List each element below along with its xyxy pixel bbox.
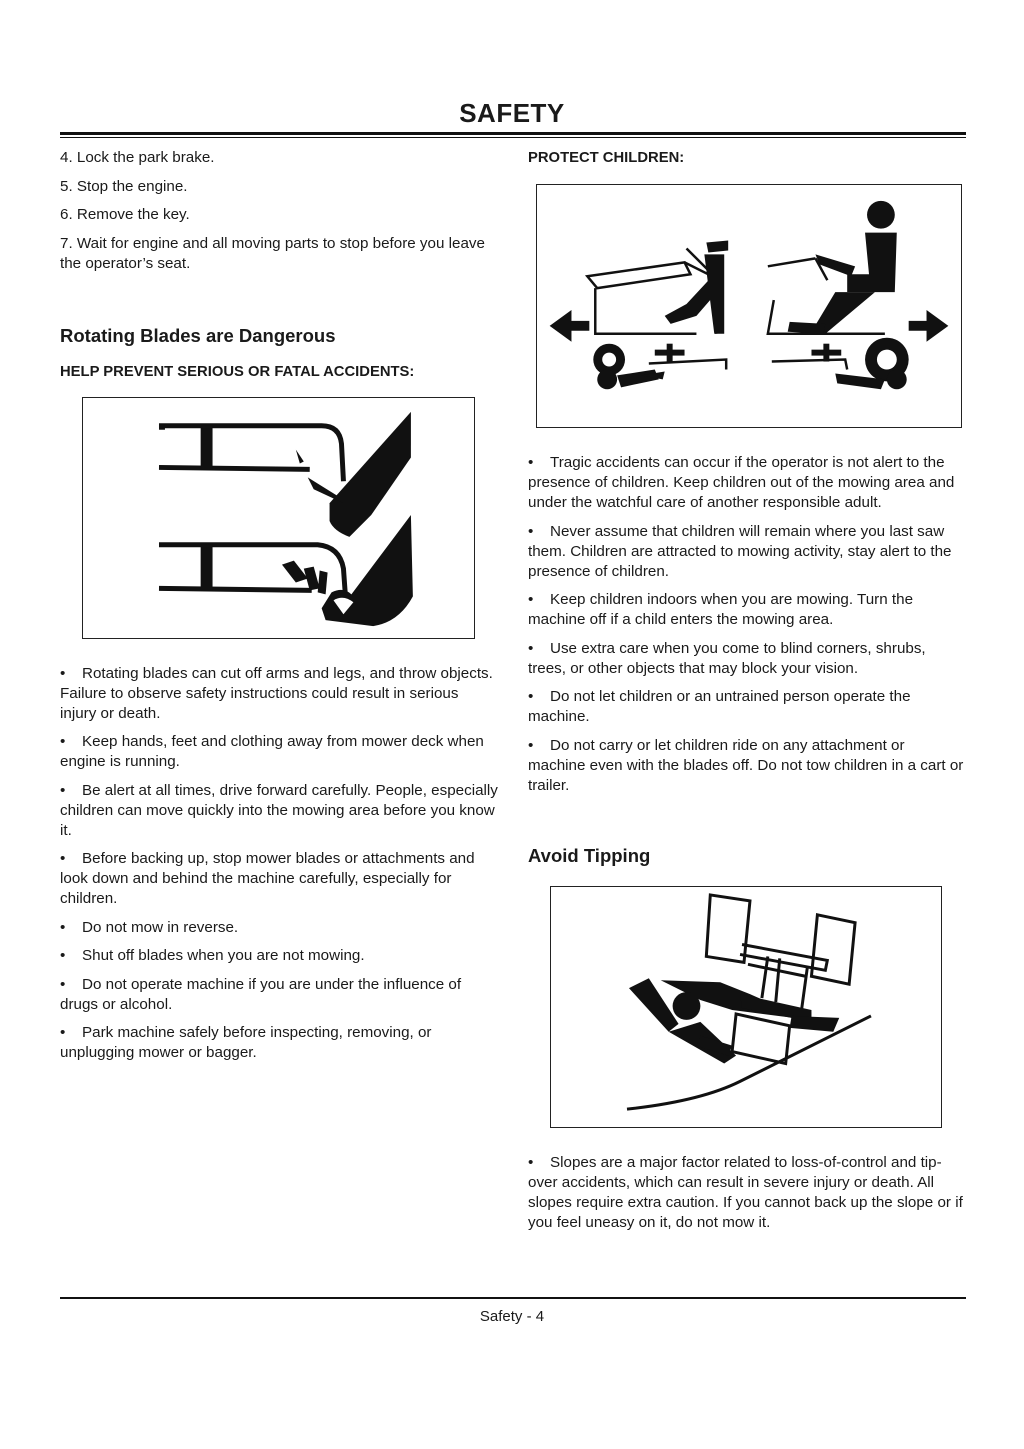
bullet-text: Do not carry or let children ride on any attachment or machine even with the blades off. Do not tow children in a cart or trailer. xyxy=(528,736,964,794)
bullet-text: Do not mow in reverse. xyxy=(82,918,239,936)
blade-bullet-2 xyxy=(60,732,498,772)
bullet-dot: • xyxy=(528,639,534,657)
bullet-dot: • xyxy=(528,1153,534,1171)
subheading-protect-children: PROTECT CHILDREN: xyxy=(528,150,685,166)
children-bullet-4 xyxy=(528,639,966,679)
left-column xyxy=(60,148,498,1072)
blade-bullet-1 xyxy=(60,664,498,724)
bullet-text: Use extra care when you come to blind corners, shrubs, trees, or other objects that may block your vision. xyxy=(528,639,926,677)
bullet-text: Shut off blades when you are not mowing. xyxy=(82,947,365,964)
bullet-dot: • xyxy=(528,522,534,540)
blade-hazard-figure xyxy=(82,397,475,639)
bullet-text: Be alert at all times, drive forward carefully. People, especially children can move quickly into the mowing area before you know it. xyxy=(60,781,498,839)
page-title: SAFETY xyxy=(459,98,565,128)
children-hazard-figure xyxy=(536,184,962,428)
children-bullet-3 xyxy=(528,590,966,630)
bullet-dot: • xyxy=(528,688,534,705)
right-column xyxy=(528,148,966,1241)
header-rule xyxy=(60,132,966,135)
step-7: 7. Wait for engine and all moving parts to stop before you leave the operator’s seat. xyxy=(60,234,485,272)
bullet-dot: • xyxy=(528,454,534,471)
bullet-dot: • xyxy=(60,947,66,964)
bullet-text: Slopes are a major factor related to loss-of-control and tip-over accidents, which can result in severe injury or death. All slopes require extra caution. If you cannot back up the slope or if you feel uneasy on it, do not mow it. xyxy=(528,1153,963,1231)
bullet-text: Do not let children or an untrained person operate the machine. xyxy=(528,688,911,725)
tipping-bullet-1 xyxy=(528,1153,966,1233)
bullet-text: Keep children indoors when you are mowing. Turn the machine off if a child enters the mowing area. xyxy=(528,591,914,628)
bullet-text: Tragic accidents can occur if the operator is not alert to the presence of children. Keep children out of the mowing area and under the watchful care of another responsible adult. xyxy=(528,454,955,511)
bullet-dot: • xyxy=(60,975,66,993)
bullet-dot: • xyxy=(60,781,66,799)
blade-bullet-4 xyxy=(60,849,498,909)
step-6: 6. Remove the key. xyxy=(60,206,190,223)
blade-bullet-3 xyxy=(60,781,498,841)
tip-over-hazard-icon xyxy=(551,887,941,1127)
children-hazard-icon xyxy=(537,185,961,427)
blade-bullet-7 xyxy=(60,975,498,1015)
section-title-avoid-tipping: Avoid Tipping xyxy=(528,844,651,866)
children-bullet-6 xyxy=(528,736,966,796)
bullet-dot: • xyxy=(60,733,66,750)
children-bullet-1 xyxy=(528,453,966,513)
page-footer: Safety - 4 xyxy=(479,1308,545,1325)
bullet-text: Rotating blades can cut off arms and legs, and throw objects. Failure to observe safety instructions could result in serious injury or death. xyxy=(60,664,493,722)
bullet-text: Do not operate machine if you are under the influence of drugs or alcohol. xyxy=(60,975,462,1013)
blade-bullet-5 xyxy=(60,918,498,938)
bullet-dot: • xyxy=(60,664,66,682)
step-4: 4. Lock the park brake. xyxy=(60,149,215,166)
bullet-dot: • xyxy=(528,736,534,754)
footer-rule xyxy=(60,1297,966,1299)
children-bullet-2 xyxy=(528,522,966,582)
bullet-dot: • xyxy=(60,850,66,867)
blade-bullet-6 xyxy=(60,946,498,966)
bullet-dot: • xyxy=(60,1024,66,1041)
bullet-dot: • xyxy=(528,591,534,608)
bullet-text: Never assume that children will remain where you last saw them. Children are attracted to mowing activity, stay alert to the presence of children. xyxy=(528,522,952,580)
blade-bullet-8 xyxy=(60,1023,498,1063)
subheading-prevent-accidents: HELP PREVENT SERIOUS OR FATAL ACCIDENTS: xyxy=(60,363,415,380)
header-rule-thin xyxy=(60,137,966,138)
bullet-text: Park machine safely before inspecting, removing, or unplugging mower or bagger. xyxy=(60,1024,432,1061)
bullet-dot: • xyxy=(60,918,66,936)
children-bullet-5 xyxy=(528,687,966,727)
section-title-rotating-blades: Rotating Blades are Dangerous xyxy=(60,324,336,346)
bullet-text: Keep hands, feet and clothing away from mower deck when engine is running. xyxy=(60,733,484,770)
bullet-text: Before backing up, stop mower blades or attachments and look down and behind the machine carefully, especially for children. xyxy=(60,850,475,907)
step-5: 5. Stop the engine. xyxy=(60,177,188,195)
blade-hazard-icon xyxy=(83,398,474,638)
tip-over-figure xyxy=(550,886,942,1128)
